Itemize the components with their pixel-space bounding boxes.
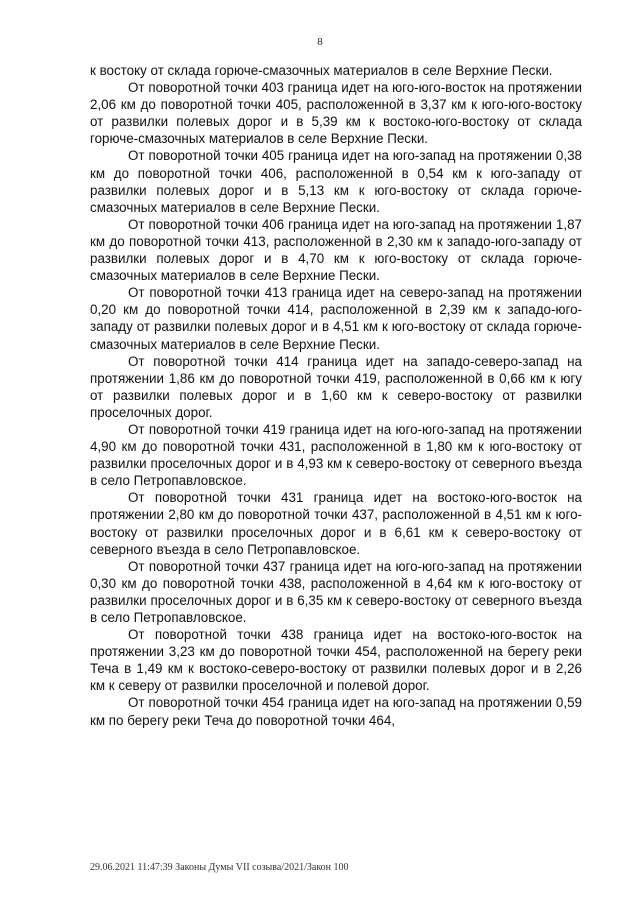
paragraph: От поворотной точки 431 граница идет на востоко-юго-восток на протяжении 2,80 км до поворотной точки 437, расположенной в 4,51 км к юго-востоку от развилки проселочных дорог и в 6,61 км к северо-востоку от северного въезда в село Петропавловское.	[90, 490, 582, 557]
paragraph: к востоку от склада горюче-смазочных материалов в селе Верхние Пески.	[90, 63, 553, 78]
page-number: 8	[317, 36, 323, 48]
footer-stamp: 29.06.2021 11:47:39 Законы Думы VII созыва/2021/Закон 100	[90, 862, 349, 873]
paragraph: От поворотной точки 438 граница идет на востоко-юго-восток на протяжении 3,23 км до поворотной точки 454, расположенной на берегу реки Теча в 1,49 км к востоко-северо-востоку от развилки полевых дорог и в 2,26 км к северу от развилки проселочной и полевой дорог.	[90, 627, 582, 694]
paragraph: От поворотной точки 454 граница идет на юго-запад на протяжении 0,59 км по берегу реки Теча до поворотной точки 464,	[90, 695, 582, 728]
document-body	[90, 62, 582, 729]
paragraph: От поворотной точки 419 граница идет на юго-юго-запад на протяжении 4,90 км до поворотной точки 431, расположенной в 1,80 км к юго-востоку от развилки проселочных дорог и в 4,93 км к северо-востоку от северного въезда в село Петропавловское.	[90, 421, 582, 489]
paragraph: От поворотной точки 413 граница идет на северо-запад на протяжении 0,20 км до поворотной точки 414, расположенной в 2,39 км к западо-юго-западу от развилки полевых дорог и в 4,51 км к юго-востоку от склада горюче-смазочных материалов в селе Верхние Пески.	[90, 285, 582, 352]
paragraph: От поворотной точки 414 граница идет на западо-северо-запад на протяжении 1,86 км до поворотной точки 419, расположенной в 0,66 км к югу от развилки полевых дорог и в 1,60 км к северо-востоку от развилки проселочных дорог.	[90, 353, 582, 420]
paragraph: От поворотной точки 403 граница идет на юго-юго-восток на протяжении 2,06 км до поворотной точки 405, расположенной в 3,37 км к юго-юго-востоку от развилки полевых дорог и в 5,39 км к востоко-юго-востоку от склада горюче-смазочных материалов в селе Верхние Пески.	[90, 80, 582, 147]
paragraph: От поворотной точки 437 граница идет на юго-юго-запад на протяжении 0,30 км до поворотной точки 438, расположенной в 4,64 км к юго-востоку от развилки проселочных дорог и в 6,35 км к северо-востоку от северного въезда в село Петропавловское.	[90, 558, 582, 625]
paragraph: От поворотной точки 405 граница идет на юго-запад на протяжении 0,38 км до поворотной точки 406, расположенной в 0,54 км к юго-западу от развилки полевых дорог и в 5,13 км к юго-востоку от склада горюче-смазочных материалов в селе Верхние Пески.	[90, 148, 582, 215]
paragraph: От поворотной точки 406 граница идет на юго-запад на протяжении 1,87 км до поворотной точки 413, расположенной в 2,30 км к западо-юго-западу от развилки полевых дорог и в 4,70 км к юго-востоку от склада горюче-смазочных материалов в селе Верхние Пески.	[90, 216, 582, 284]
